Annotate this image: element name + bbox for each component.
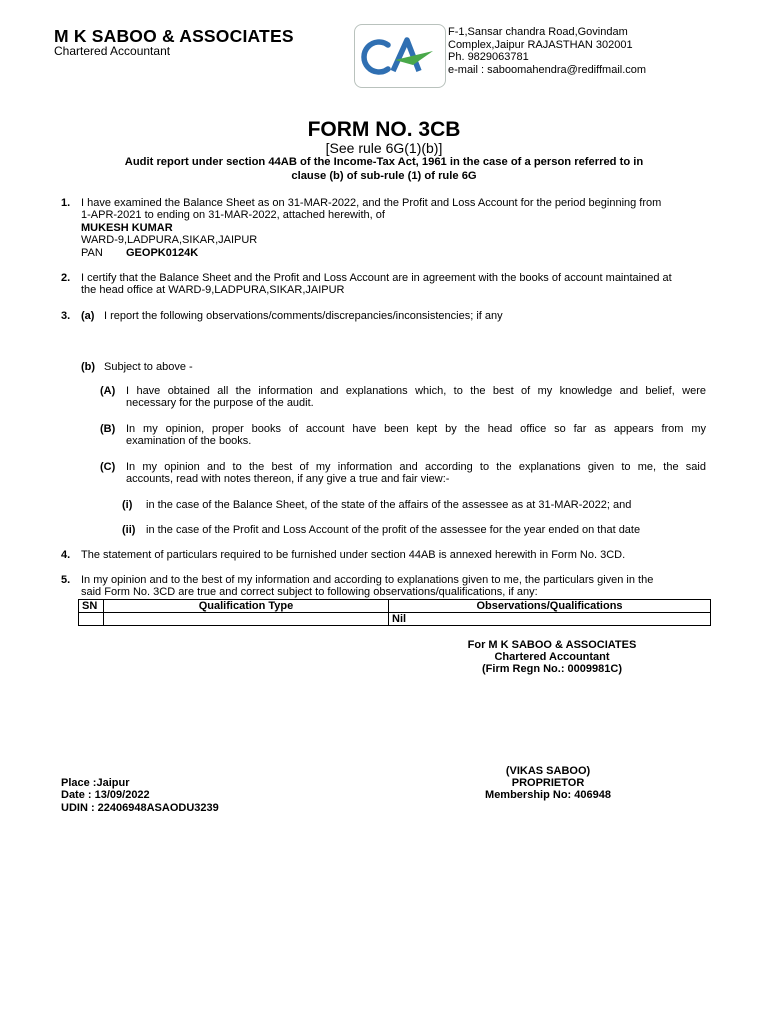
membership-number: Membership No: 406948 bbox=[485, 789, 611, 802]
clause-A-text bbox=[126, 385, 706, 410]
clause-label: (a) bbox=[81, 310, 95, 322]
para-number: 3. bbox=[61, 310, 71, 322]
table-header-row bbox=[79, 600, 711, 613]
clause-B-text bbox=[126, 423, 706, 448]
firm-regn-line: (Firm Regn No.: 0009981C) bbox=[482, 663, 622, 676]
clause-line: necessary for the purpose of the audit. bbox=[126, 397, 314, 410]
clause-line: In my opinion and to the best of my information and according to the explanations given to me, the said bbox=[126, 461, 706, 473]
para-1 bbox=[81, 197, 709, 259]
firm-subtitle: Chartered Accountant bbox=[54, 44, 171, 58]
para-line: I have examined the Balance Sheet as on 31-MAR-2022, and the Profit and Loss Account for the period beginning from bbox=[81, 197, 662, 209]
para-line: In my opinion and to the best of my information and according to explanations given to me, the particulars given in the bbox=[81, 574, 654, 586]
signatory-designation: PROPRIETOR bbox=[511, 777, 585, 790]
clause-label: (A) bbox=[100, 385, 116, 397]
form-title: FORM NO. 3CB bbox=[307, 118, 461, 141]
table-cell bbox=[104, 613, 389, 626]
ca-logo bbox=[354, 24, 446, 88]
clause-line: I have obtained all the information and explanations which, to the best of my knowledge and belief, were bbox=[126, 385, 706, 397]
clause-b-text: Subject to above - bbox=[104, 361, 193, 373]
para-2 bbox=[81, 272, 709, 297]
para-5 bbox=[81, 574, 709, 599]
clause-line: In my opinion, proper books of account have been kept by the head office so far as appears from my bbox=[126, 423, 706, 435]
address-line: F-1,Sansar chandra Road,Govindam bbox=[448, 26, 628, 38]
email-line: e-mail : saboomahendra@rediffmail.com bbox=[448, 63, 647, 76]
assessee-name: MUKESH KUMAR bbox=[81, 221, 173, 234]
ca-logo-icon bbox=[355, 25, 445, 87]
para-number: 4. bbox=[61, 549, 71, 561]
clause-line: examination of the books. bbox=[126, 435, 252, 448]
date-line: Date : 13/09/2022 bbox=[61, 789, 150, 802]
para-number: 5. bbox=[61, 574, 71, 586]
clause-a-text: I report the following observations/comments/discrepancies/inconsistencies; if any bbox=[104, 310, 503, 322]
sub-clause-i-text: in the case of the Balance Sheet, of the state of the affairs of the assessee as at 31-MAR-2022; and bbox=[146, 499, 632, 511]
column-header: Observations/Qualifications bbox=[389, 600, 711, 613]
clause-line: accounts, read with notes thereon, if any give a true and fair view:- bbox=[126, 473, 450, 486]
para-number: 1. bbox=[61, 197, 71, 209]
column-header: Qualification Type bbox=[104, 600, 389, 613]
clause-label: (C) bbox=[100, 461, 116, 473]
clause-C-text bbox=[126, 461, 706, 486]
para-line: 1-APR-2021 to ending on 31-MAR-2022, attached herewith, of bbox=[81, 209, 385, 222]
place-date-udin bbox=[61, 777, 219, 814]
assessee-address: WARD-9,LADPURA,SIKAR,JAIPUR bbox=[81, 234, 258, 247]
para-number: 2. bbox=[61, 272, 71, 284]
for-firm-line: For M K SABOO & ASSOCIATES bbox=[467, 639, 637, 651]
udin-line: UDIN : 22406948ASAODU3239 bbox=[61, 801, 219, 814]
table-cell: Nil bbox=[389, 613, 711, 626]
para-line: the head office at WARD-9,LADPURA,SIKAR,JAIPUR bbox=[81, 284, 345, 297]
form-subtitle bbox=[100, 156, 668, 183]
signatory-block bbox=[448, 765, 648, 802]
signatory-name: (VIKAS SABOO) bbox=[505, 765, 591, 777]
signature-firm-block bbox=[418, 639, 686, 676]
qualifications-table bbox=[78, 599, 711, 626]
phone-line: Ph. 9829063781 bbox=[448, 51, 529, 64]
pan-value: GEOPK0124K bbox=[126, 246, 199, 259]
clause-label: (B) bbox=[100, 423, 116, 435]
column-header: SN bbox=[79, 600, 104, 613]
sub-clause-label: (ii) bbox=[122, 524, 136, 536]
ca-line: Chartered Accountant bbox=[494, 651, 610, 664]
para-line: I certify that the Balance Sheet and the Profit and Loss Account are in agreement with the books of account maintained at bbox=[81, 272, 672, 284]
table-cell bbox=[79, 613, 104, 626]
rule-reference: [See rule 6G(1)(b)] bbox=[325, 140, 443, 156]
pan-row bbox=[81, 247, 709, 259]
place-line: Place :Jaipur bbox=[61, 777, 130, 789]
pan-label: PAN bbox=[81, 246, 103, 259]
firm-address bbox=[448, 26, 646, 76]
sub-clause-ii-text: in the case of the Profit and Loss Account of the profit of the assessee for the year ended on that date bbox=[146, 524, 641, 536]
firm-name: M K SABOO & ASSOCIATES bbox=[54, 26, 294, 46]
subtitle-line: clause (b) of sub-rule (1) of rule 6G bbox=[291, 169, 477, 182]
table-row bbox=[79, 613, 711, 626]
subtitle-line: Audit report under section 44AB of the Income-Tax Act, 1961 in the case of a person referred to in bbox=[124, 156, 644, 168]
para-4: The statement of particulars required to be furnished under section 44AB is annexed herewith in Form No. 3CD. bbox=[81, 549, 626, 561]
sub-clause-label: (i) bbox=[122, 499, 133, 511]
address-line: Complex,Jaipur RAJASTHAN 302001 bbox=[448, 38, 633, 51]
para-line: said Form No. 3CD are true and correct subject to following observations/qualifications, if any: bbox=[81, 586, 538, 599]
clause-label: (b) bbox=[81, 361, 96, 373]
